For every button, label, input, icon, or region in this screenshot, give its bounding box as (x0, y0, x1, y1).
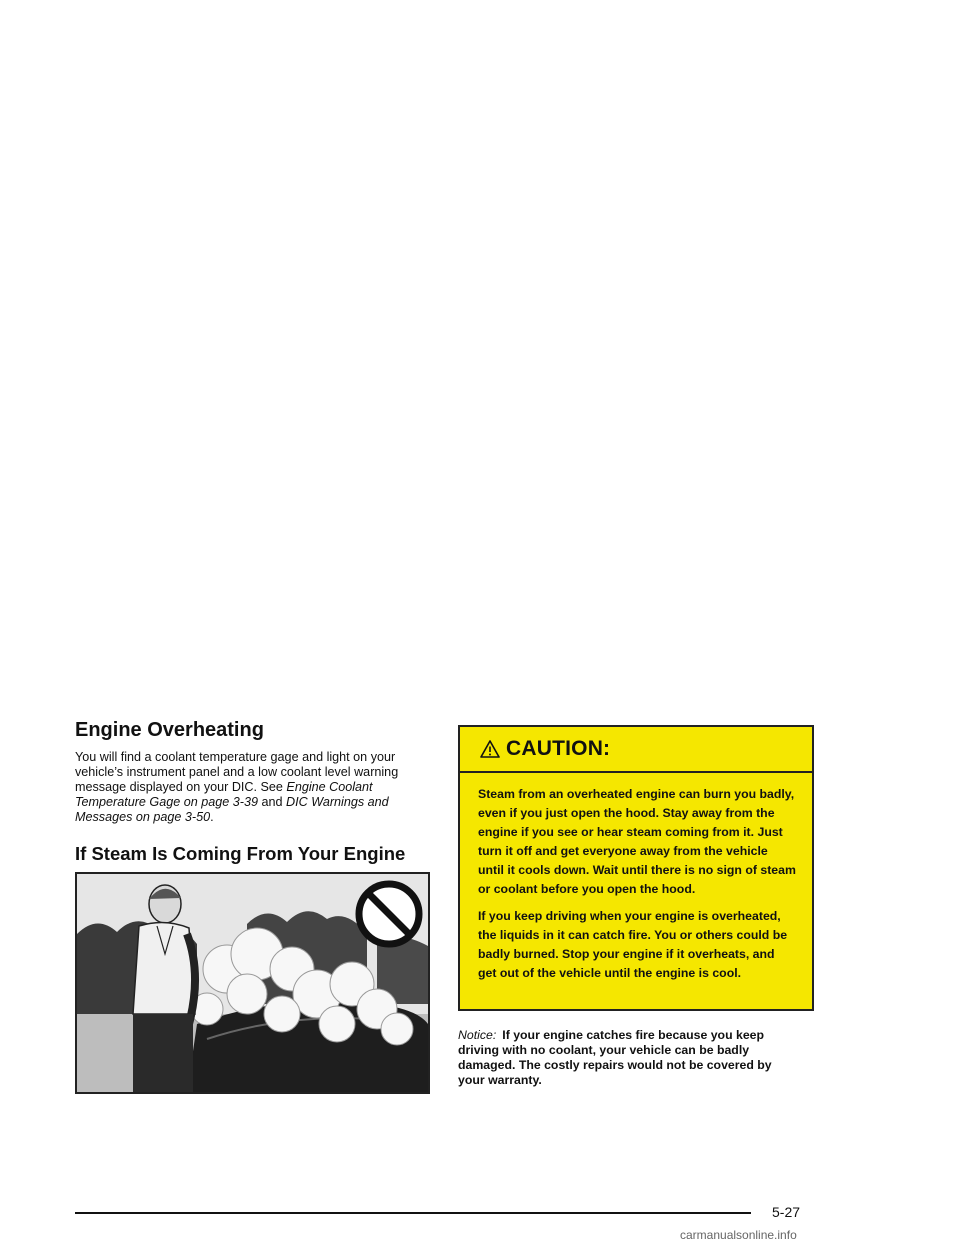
warning-triangle-icon (480, 739, 500, 759)
and-text: and (257, 795, 286, 809)
steam-engine-drawing (77, 874, 428, 1092)
subsection-title: If Steam Is Coming From Your Engine (75, 843, 406, 864)
watermark: carmanualsonline.info (680, 1228, 797, 1242)
notice-label: Notice: (458, 1028, 497, 1042)
steam-illustration (75, 872, 430, 1094)
section-title: Engine Overheating (75, 719, 264, 741)
caution-header (460, 727, 812, 773)
left-column (75, 718, 435, 865)
notice-paragraph (458, 1028, 798, 1088)
reference-link-dic-warnings[interactable]: DIC Warnings and Messages on page 3-50 (75, 795, 389, 824)
prohibition-icon (359, 884, 419, 944)
intro-paragraph (75, 750, 435, 825)
intro-text: You will find a coolant temperature gage and light on your vehicle’s instrument panel and a low coolant level warning message displayed on your DIC. See (75, 750, 399, 794)
reference-link-coolant-gage[interactable]: Engine Coolant Temperature Gage on page 3-39 (75, 780, 373, 809)
page-number: 5-27 (772, 1204, 801, 1220)
end-punct: . (210, 810, 214, 824)
footer-rule (75, 1212, 751, 1214)
caution-paragraph-1: Steam from an overheated engine can burn you badly, even if you just open the hood. Stay away from the engine if you see or hear steam coming from it. Just turn it off and get everyone away from the vehicle until it cools down. Wait until there is no sign of steam or coolant before you open the hood. (478, 787, 796, 896)
caution-title: CAUTION: (506, 737, 611, 760)
notice-text: If your engine catches fire because you keep driving with no coolant, your vehicle can be badly damaged. The costly repairs would not be covered by your warranty. (458, 1028, 772, 1087)
caution-box (458, 725, 814, 1011)
caution-paragraph-2: If you keep driving when your engine is overheated, the liquids in it can catch fire. You or others could be badly burned. Stop your engine if it overheats, and get out of the vehicle until the engine is cool. (478, 909, 788, 980)
caution-body (460, 773, 812, 983)
